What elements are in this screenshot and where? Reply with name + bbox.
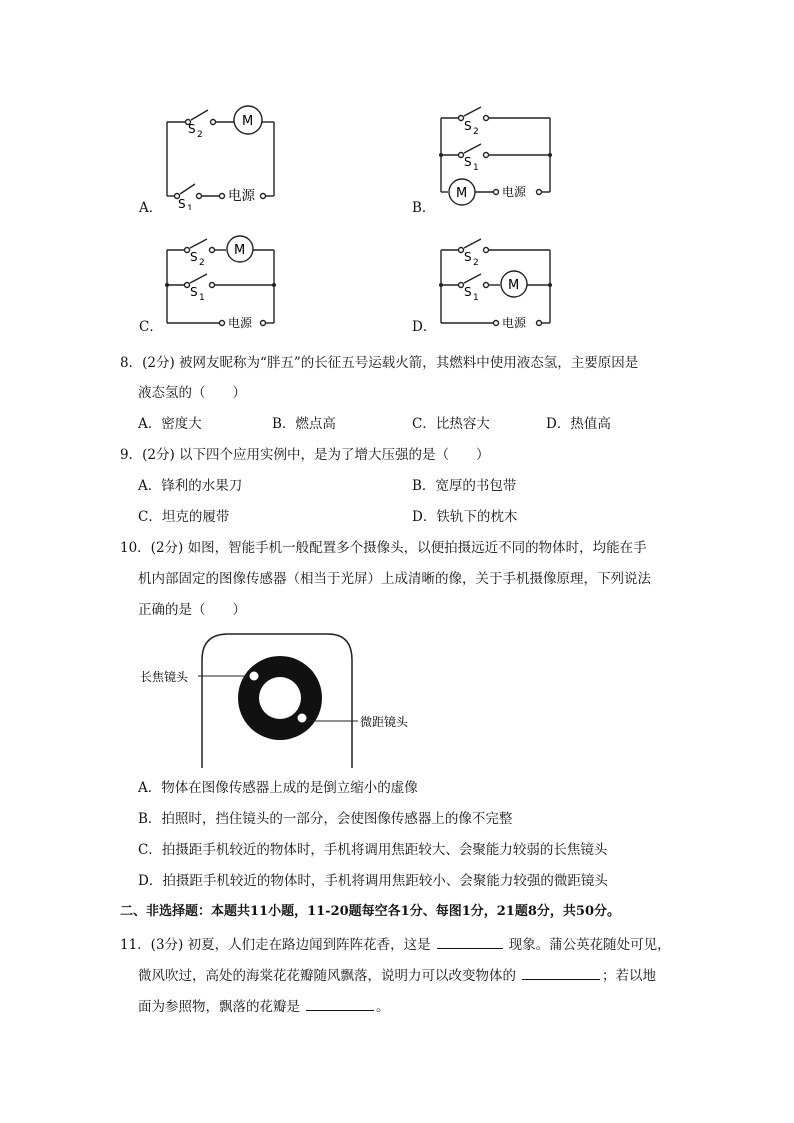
- svg-text:S: S: [464, 250, 472, 264]
- svg-text:1: 1: [473, 293, 479, 303]
- q10-option-d: D．拍摄距手机较近的物体时，手机将调用焦距较小、会聚能力较强的微距镜头: [138, 873, 608, 889]
- q11-blank-1[interactable]: [437, 948, 503, 949]
- motor-label: M: [234, 243, 246, 258]
- option-b-label: B．: [412, 200, 436, 216]
- svg-text:1: 1: [187, 204, 193, 210]
- q8-stem-line2: 液态氢的（ ）: [138, 385, 246, 401]
- power-source-label: 电源: [228, 188, 255, 204]
- motor-label: M: [242, 114, 254, 129]
- macro-lens-icon: [297, 713, 307, 723]
- q10-option-a: A．物体在图像传感器上成的是倒立缩小的虚像: [138, 780, 418, 796]
- q11-line2: 微风吹过，高处的海棠花花瓣随风飘落，说明力可以改变物体的 ；若以地: [138, 968, 656, 984]
- circuit-diagram-d: [434, 230, 559, 340]
- q8-option-d: D．热值高: [546, 416, 611, 432]
- q10-stem-line2: 机内部固定的图像传感器（相当于光屏）上成清晰的像，关于手机摄像原理，下列说法: [138, 571, 651, 587]
- svg-text:S: S: [190, 285, 198, 299]
- telephoto-lens-icon: [249, 671, 259, 681]
- svg-text:S: S: [464, 285, 472, 299]
- q11-blank-3[interactable]: [306, 1010, 374, 1011]
- power-source-label: 电源: [228, 316, 253, 330]
- section-2-heading: 二、非选择题：本题共11小题，11-20题每空各1分、每图1分，21题8分，共50分。: [120, 904, 620, 919]
- q10-option-b: B．拍照时，挡住镜头的一部分，会使图像传感器上的像不完整: [138, 811, 513, 827]
- svg-text:1: 1: [199, 293, 205, 303]
- macro-lens-label: 微距镜头: [360, 715, 409, 729]
- q10-stem-line1: 10．(2分) 如图，智能手机一般配置多个摄像头，以便拍摄远近不同的物体时，均能在手: [120, 540, 647, 556]
- q8-option-b: B．燃点高: [272, 416, 336, 432]
- svg-text:2: 2: [197, 130, 203, 140]
- q11-line3: 面为参照物，飘落的花瓣是 。: [138, 999, 390, 1015]
- circuit-diagram-c: [160, 230, 285, 340]
- q8-stem-line1: 8．(2分) 被网友昵称为“胖五”的长征五号运载火箭，其燃料中使用液态氢，主要原因是: [120, 355, 639, 371]
- svg-text:S: S: [464, 119, 472, 133]
- q8-option-c: C．比热容大: [412, 416, 490, 432]
- option-d-label: D．: [412, 319, 437, 335]
- q10-stem-line3: 正确的是（ ）: [138, 602, 246, 618]
- q9-option-d: D．铁轨下的枕木: [412, 509, 518, 525]
- circuit-diagram-b: [434, 100, 559, 210]
- motor-label: M: [456, 186, 468, 201]
- motor-label: M: [508, 278, 520, 293]
- svg-text:S: S: [464, 155, 472, 169]
- q8-option-a: A．密度大: [138, 416, 202, 432]
- phone-camera-figure: [130, 628, 430, 773]
- power-source-label: 电源: [502, 316, 527, 330]
- q9-option-a: A．锋利的水果刀: [138, 478, 243, 494]
- svg-text:S: S: [178, 197, 186, 210]
- svg-text:1: 1: [473, 163, 479, 173]
- svg-text:S: S: [188, 122, 196, 136]
- q9-option-b: B．宽厚的书包带: [412, 478, 517, 494]
- q9-stem: 9．(2分) 以下四个应用实例中，是为了增大压强的是（ ）: [120, 447, 490, 463]
- svg-text:2: 2: [199, 258, 205, 268]
- q11-line1: 11．(3分) 初夏，人们走在路边闻到阵阵花香，这是 现象。蒲公英花随处可见，: [120, 937, 671, 953]
- svg-text:2: 2: [473, 127, 479, 137]
- q11-blank-2[interactable]: [522, 979, 600, 980]
- option-c-label: C．: [139, 319, 163, 335]
- svg-text:S: S: [190, 250, 198, 264]
- circuit-diagram-a: [160, 100, 285, 210]
- q9-option-c: C．坦克的履带: [138, 509, 230, 525]
- telephoto-lens-label: 长焦镜头: [140, 670, 189, 684]
- svg-text:2: 2: [473, 258, 479, 268]
- power-source-label: 电源: [502, 185, 527, 199]
- q10-option-c: C．拍摄距手机较近的物体时，手机将调用焦距较大、会聚能力较弱的长焦镜头: [138, 842, 608, 858]
- option-a-label: A．: [139, 200, 163, 216]
